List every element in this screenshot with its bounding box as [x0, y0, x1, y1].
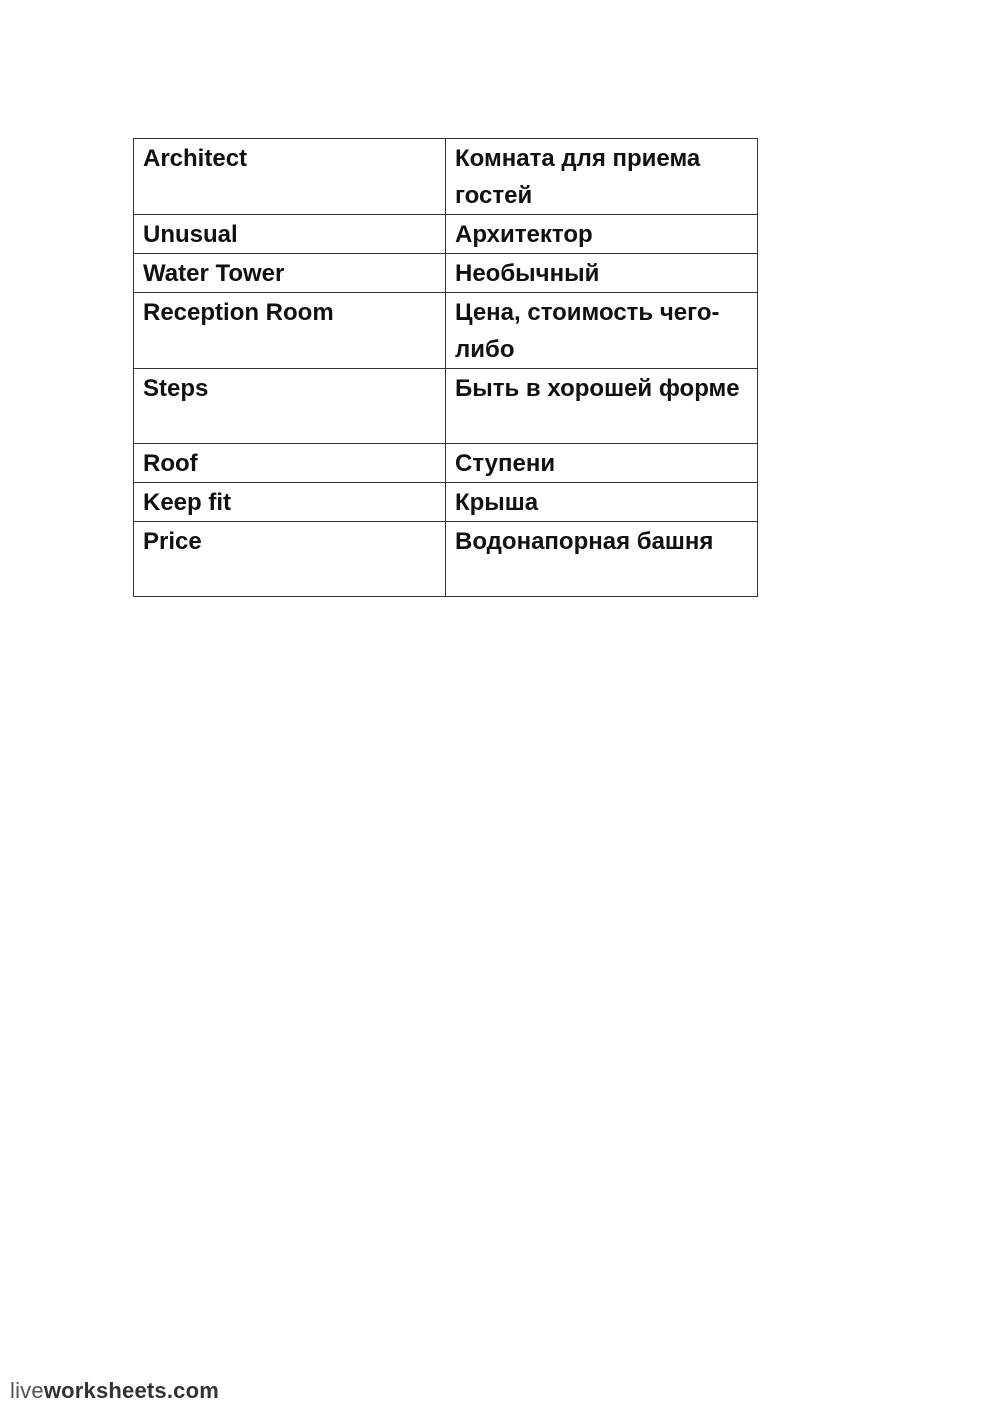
table-row — [134, 215, 758, 254]
russian-translation-cell: Необычный — [446, 254, 758, 293]
english-word-cell: Steps — [134, 369, 446, 444]
english-word-cell: Keep fit — [134, 483, 446, 522]
table-row — [134, 293, 758, 369]
english-word-cell: Price — [134, 522, 446, 597]
liveworksheets-logo — [10, 1378, 219, 1404]
russian-translation-cell: Быть в хорошей форме — [446, 369, 758, 444]
english-word-cell: Architect — [134, 139, 446, 215]
russian-translation-cell: Цена, стоимость чего-либо — [446, 293, 758, 369]
russian-translation-cell: Архитектор — [446, 215, 758, 254]
russian-translation-cell: Крыша — [446, 483, 758, 522]
table-row — [134, 483, 758, 522]
table-row — [134, 444, 758, 483]
english-word-cell: Unusual — [134, 215, 446, 254]
vocabulary-table — [133, 138, 758, 597]
english-word-cell: Roof — [134, 444, 446, 483]
english-word-cell: Reception Room — [134, 293, 446, 369]
russian-translation-cell: Комната для приема гостей — [446, 139, 758, 215]
logo-light-text: live — [10, 1378, 44, 1403]
logo-bold-text: worksheets — [43, 1378, 167, 1403]
logo-domain-text: .com — [166, 1378, 220, 1403]
table-row — [134, 522, 758, 597]
table-row — [134, 139, 758, 215]
table-row — [134, 369, 758, 444]
table-row — [134, 254, 758, 293]
russian-translation-cell: Ступени — [446, 444, 758, 483]
russian-translation-cell: Водонапорная башня — [446, 522, 758, 597]
english-word-cell: Water Tower — [134, 254, 446, 293]
